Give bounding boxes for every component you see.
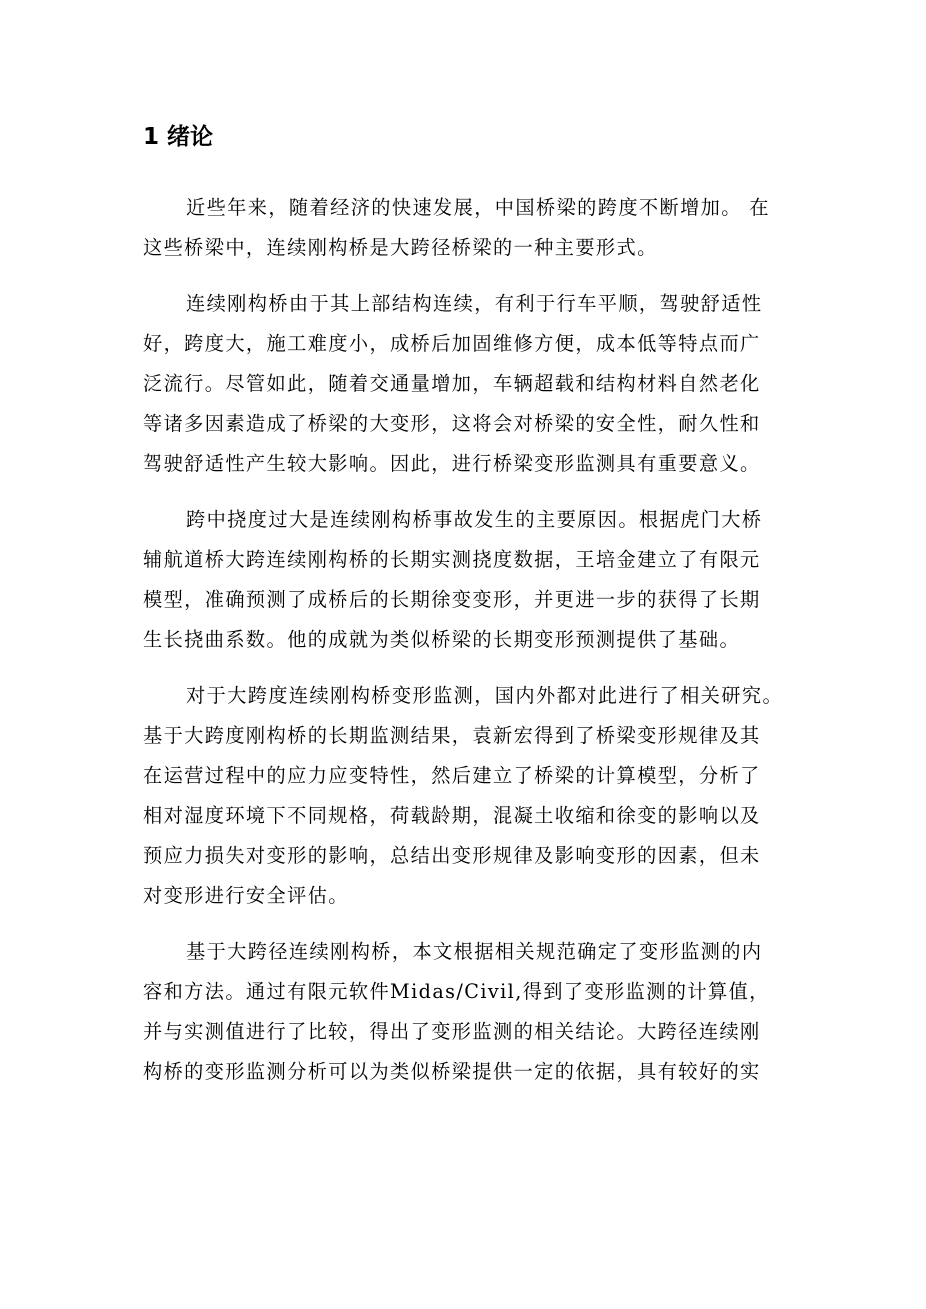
text-line: 基于大跨径连续刚构桥，本文根据相关规范确定了变形监测的内 [186,940,763,963]
body-text [143,188,788,1092]
text-line: 生长挠曲系数。他的成就为类似桥梁的长期变形预测提供了基础。 [143,628,741,651]
text-line: 近些年来，随着经济的快速发展，中国桥梁的跨度不断增加。 在 [186,196,770,219]
chapter-heading: 1 绪论 [143,124,214,150]
text-line: 预应力损失对变形的影响，总结出变形规律及影响变形的因素，但未 [143,844,761,867]
text-line: 并与实测值进行了比较，得出了变形监测的相关结论。大跨径连续刚 [143,1020,761,1043]
text-line: 在运营过程中的应力应变特性，然后建立了桥梁的计算模型，分析了 [143,764,761,787]
paragraph-deflection [143,500,788,660]
text-line: 这些桥梁中，连续刚构桥是大跨径桥梁的一种主要形式。 [143,236,658,259]
text-line: 构桥的变形监测分析可以为类似桥梁提供一定的依据，具有较好的实 [143,1060,761,1083]
text-line: 驾驶舒适性产生较大影响。因此，进行桥梁变形监测具有重要意义。 [143,452,761,475]
paragraph-this-paper [143,932,788,1092]
text-line: 跨中挠度过大是连续刚构桥事故发生的主要原因。根据虎门大桥 [186,508,763,531]
text-line: 容和方法。通过有限元软件Midas/Civil,得到了变形监测的计算值， [143,980,770,1003]
paragraph-intro [143,188,788,268]
text-line: 对于大跨度连续刚构桥变形监测，国内外都对此进行了相关研究。 [186,684,784,707]
text-line: 好，跨度大，施工难度小，成桥后加固维修方便，成本低等特点而广 [143,332,761,355]
text-line: 相对湿度环境下不同规格，荷载龄期，混凝土收缩和徐变的影响以及 [143,804,761,827]
paragraph-advantages [143,284,788,484]
text-line: 等诸多因素造成了桥梁的大变形，这将会对桥梁的安全性，耐久性和 [143,412,761,435]
text-line: 模型，准确预测了成桥后的长期徐变变形，并更进一步的获得了长期 [143,588,761,611]
text-line: 辅航道桥大跨连续刚构桥的长期实测挠度数据，王培金建立了有限元 [143,548,761,571]
paragraph-research [143,676,788,916]
text-line: 泛流行。尽管如此，随着交通量增加，车辆超载和结构材料自然老化 [143,372,761,395]
text-line: 连续刚构桥由于其上部结构连续，有利于行车平顺，驾驶舒适性 [186,292,763,315]
text-line: 基于大跨度刚构桥的长期监测结果，袁新宏得到了桥梁变形规律及其 [143,724,761,747]
text-line: 对变形进行安全评估。 [143,884,349,907]
